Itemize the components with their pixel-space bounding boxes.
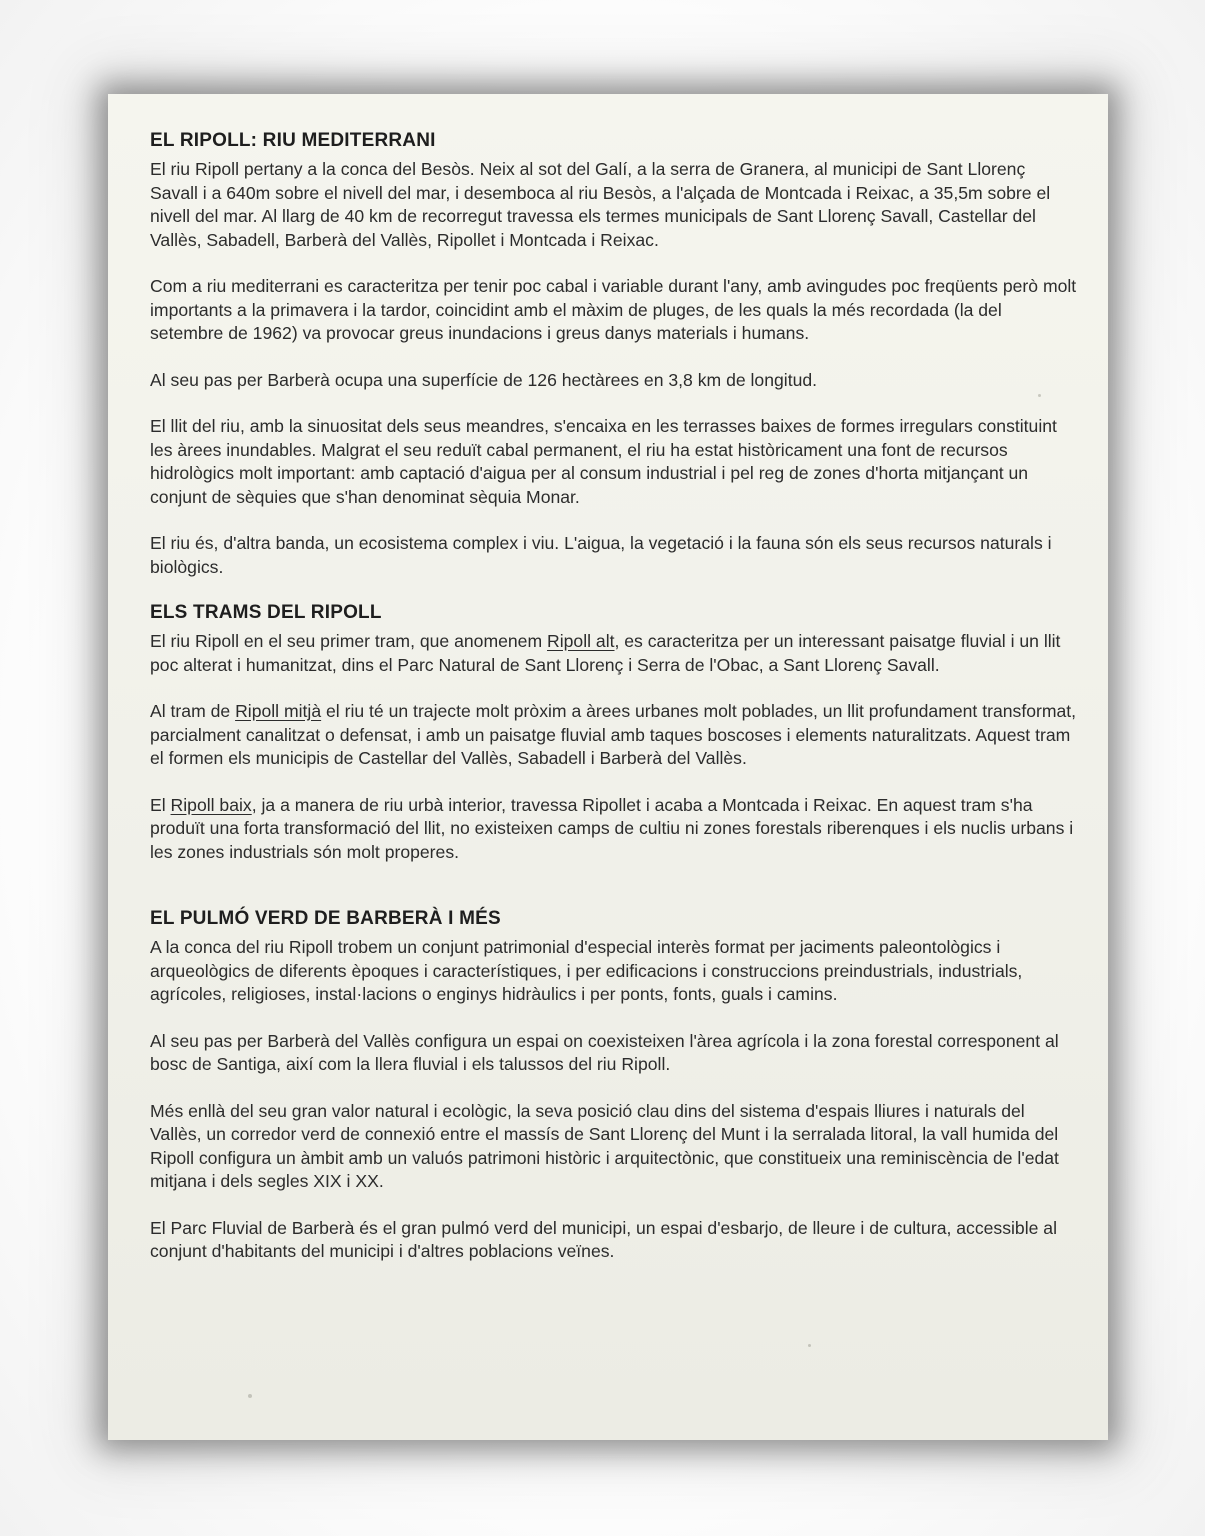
text-span: , ja a manera de riu urbà interior, travessa Ripollet i acaba a Montcada i Reixac. En aquest tram s'ha produït una forta transformació del llit, no existeixen camps de cultiu ni zones forestals riberenques i els nuclis urbans i les zones industrials són molt properes. [150, 794, 1074, 862]
paragraph: El riu és, d'altra banda, un ecosistema complex i viu. L'aigua, la vegetació i la fauna són els seus recursos naturals i biològics. [150, 533, 1052, 577]
text-span: Al tram de [150, 701, 236, 721]
paragraph: A la conca del riu Ripoll trobem un conjunt patrimonial d'especial interès format per jaciments paleontològics i arqueològics de diferents èpoques i característiques, i per edificacions i construccions preindustrials, industrials, agrícoles, religioses, instal·lacions o enginys hidràulics i per ponts, fonts, guals i camins. [150, 937, 1023, 1004]
text-span: El [150, 794, 171, 815]
section-title-pulmo-verd: EL PULMÓ VERD DE BARBERÀ I MÉS [150, 908, 501, 929]
term-ripoll-baix: Ripoll baix [170, 794, 252, 815]
paragraph: El llit del riu, amb la sinuositat dels seus meandres, s'encaixa en les terrasses baixes de formes irregulars constituint les àrees inundables. Malgrat el seu reduït cabal permanent, el riu ha estat històricament una font de recursos hidrològics molt important: amb captació d'aigua per al consum industrial i pel reg de zones d'horta mitjançant un conjunt de sèquies que s'han denominat sèquia Monar. [150, 416, 1057, 507]
section-title-trams: ELS TRAMS DEL RIPOLL [150, 602, 382, 623]
paragraph-ripoll-alt [150, 630, 1078, 677]
term-ripoll-mitja: Ripoll mitjà [235, 701, 322, 721]
text-span: , es caracteritza per un interessant paisatge fluvial i un llit poc alterat i humanitzat, dins el Parc Natural de Sant Llorenç i Serra de l'Obac, a Sant Llorenç Savall. [150, 631, 1061, 675]
paragraph: El Parc Fluvial de Barberà és el gran pulmó verd del municipi, un espai d'esbarjo, de lleure i de cultura, accessible al conjunt d'habitants del municipi i d'altres poblacions veïnes. [150, 1217, 1057, 1261]
paragraph-ripoll-baix [150, 794, 1078, 865]
info-panel [108, 94, 1108, 1440]
text-span: El riu Ripoll en el seu primer tram, que anomenem [150, 631, 548, 651]
section-title-riu-mediterrani: EL RIPOLL: RIU MEDITERRANI [150, 130, 436, 151]
paragraph: Al seu pas per Barberà ocupa una superfície de 126 hectàrees en 3,8 km de longitud. [150, 369, 818, 390]
paragraph-ripoll-mitja [150, 700, 1078, 771]
paragraph: El riu Ripoll pertany a la conca del Besòs. Neix al sot del Galí, a la serra de Granera, al municipi de Sant Llorenç Savall i a 640m sobre el nivell del mar, i desemboca al riu Besòs, a l'alçada de Montcada i Reixac, a 35,5m sobre el nivell del mar. Al llarg de 40 km de recorregut travessa els termes municipals de Sant Llorenç Savall, Castellar del Vallès, Sabadell, Barberà del Vallès, Ripollet i Montcada i Reixac. [150, 159, 1051, 250]
dust-speck [1038, 394, 1041, 397]
paragraph: Més enllà del seu gran valor natural i ecològic, la seva posició clau dins del sistema d'espais lliures i naturals del Vallès, un corredor verd de connexió entre el massís de Sant Llorenç del Munt i la serralada litoral, la vall humida del Ripoll configura un àmbit amb un valuós patrimoni històric i arquitectònic, que constitueix una reminiscència de l'edat mitjana i dels segles XIX i XX. [150, 1100, 1059, 1191]
paragraph: Al seu pas per Barberà del Vallès configura un espai on coexisteixen l'àrea agrícola i la zona forestal corresponent al bosc de Santiga, així com la llera fluvial i els talussos del riu Ripoll. [150, 1030, 1059, 1074]
text-span: el riu té un trajecte molt pròxim a àrees urbanes molt poblades, un llit profundament transformat, parcialment canalitzat o defensat, i amb un paisatge fluvial amb taques boscoses i elements naturalitzats. Aquest tram el formen els municipis de Castellar del Vallès, Sabadell i Barberà del Vallès. [150, 701, 1077, 768]
dust-speck [968, 1104, 970, 1106]
dust-speck [808, 1344, 811, 1347]
dust-speck [248, 1394, 252, 1398]
paragraph: Com a riu mediterrani es caracteritza per tenir poc cabal i variable durant l'any, amb avingudes poc freqüents però molt importants a la primavera i la tardor, coincidint amb el màxim de pluges, de les quals la més recordada (la del setembre de 1962) va provocar greus inundacions i greus danys materials i humans. [150, 276, 1077, 343]
term-ripoll-alt: Ripoll alt [547, 631, 615, 651]
